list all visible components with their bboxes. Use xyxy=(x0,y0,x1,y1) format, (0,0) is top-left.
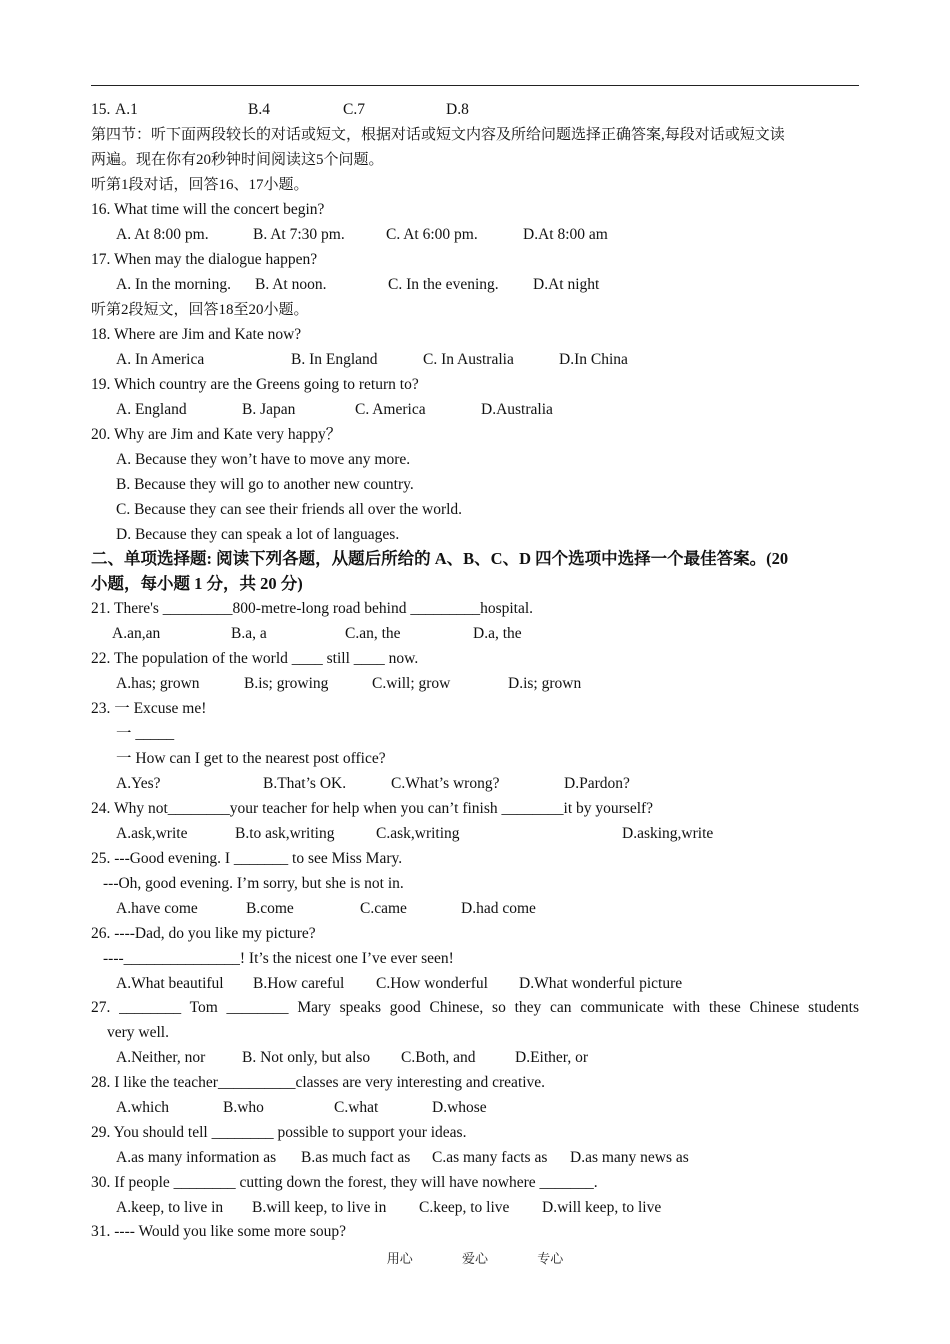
q23-option-c: C.What’s wrong? xyxy=(391,775,500,792)
q22-option-a: A.has; grown xyxy=(116,675,200,692)
q17-option-d: D.At night xyxy=(533,276,600,293)
q22-option-c: C.will; grow xyxy=(372,675,451,692)
header-rule xyxy=(91,85,859,86)
q17-option-c: C. In the evening. xyxy=(388,276,499,293)
q24-option-c: C.ask,writing xyxy=(376,825,460,842)
footer-text-1: 用心 xyxy=(386,1251,413,1266)
q30-option-c: C.keep, to live xyxy=(419,1199,510,1216)
q21-option-d: D.a, the xyxy=(473,625,522,642)
q25-line2: ---Oh, good evening. I’m sorry, but she is not in. xyxy=(103,875,404,892)
q29-option-b: B.as much fact as xyxy=(301,1149,411,1166)
q19-option-b: B. Japan xyxy=(242,401,296,418)
q25-option-d: D.had come xyxy=(461,900,536,917)
q17-stem: 17. When may the dialogue happen? xyxy=(91,251,318,268)
section4-instructions-line2: 两遍。现在你有20秒钟时间阅读这5个问题。 xyxy=(91,152,384,168)
q30-stem: 30. If people ________ cutting down the forest, they will have nowhere _______. xyxy=(91,1174,598,1191)
q28-option-d: D.whose xyxy=(432,1099,487,1116)
q16-options xyxy=(116,225,816,245)
q23-stem: 23. 一 Excuse me! xyxy=(91,700,207,717)
q15-option-b: B.4 xyxy=(248,101,270,118)
q27-options xyxy=(116,1048,816,1068)
q17-option-a: A. In the morning. xyxy=(116,276,231,293)
footer-text-2: 爱心 xyxy=(461,1251,488,1266)
q25-stem: 25. ---Good evening. I _______ to see Miss Mary. xyxy=(91,850,403,867)
q18-option-b: B. In England xyxy=(291,351,378,368)
q22-stem: 22. The population of the world ____ still ____ now. xyxy=(91,650,419,667)
q27-option-c: C.Both, and xyxy=(401,1049,476,1066)
q27-option-d: D.Either, or xyxy=(515,1049,588,1066)
q16-option-d: D.At 8:00 am xyxy=(523,226,608,243)
q23-line3: 一 How can I get to the nearest post office? xyxy=(116,750,386,767)
part1-intro: 听第1段对话，回答16、17小题。 xyxy=(91,177,309,193)
q28-option-c: C.what xyxy=(334,1099,379,1116)
page-footer xyxy=(0,1248,950,1267)
q15-option-c: C.7 xyxy=(343,101,365,118)
q18-stem: 18. Where are Jim and Kate now? xyxy=(91,326,302,343)
part2-intro: 听第2段短文，回答18至20小题。 xyxy=(91,302,309,318)
q24-option-d: D.asking,write xyxy=(622,825,714,842)
q30-options xyxy=(116,1198,816,1218)
q25-options xyxy=(116,899,816,919)
q20-option-c: C. Because they can see their friends all over the world. xyxy=(116,501,463,518)
q16-stem: 16. What time will the concert begin? xyxy=(91,201,325,218)
q30-option-d: D.will keep, to live xyxy=(542,1199,662,1216)
q22-option-b: B.is; growing xyxy=(244,675,329,692)
q21-options xyxy=(112,624,812,644)
q15-number: 15. xyxy=(91,101,111,118)
q27-option-b: B. Not only, but also xyxy=(242,1049,371,1066)
q26-options xyxy=(116,974,816,994)
q19-stem: 19. Which country are the Greens going to return to? xyxy=(91,376,419,393)
q27-option-a: A.Neither, nor xyxy=(116,1049,206,1066)
q20-stem: 20. Why are Jim and Kate very happy？ xyxy=(91,426,342,443)
section2-heading-line1: 二、单项选择题: 阅读下列各题，从题后所给的 A、B、C、D 四个选项中选择一个最佳答案。(20 xyxy=(91,549,789,568)
q24-option-a: A.ask,write xyxy=(116,825,188,842)
q16-option-b: B. At 7:30 pm. xyxy=(253,226,345,243)
q29-stem: 29. You should tell ________ possible to support your ideas. xyxy=(91,1124,467,1141)
q23-option-b: B.That’s OK. xyxy=(263,775,347,792)
q18-option-c: C. In Australia xyxy=(423,351,514,368)
q25-option-a: A.have come xyxy=(116,900,198,917)
q22-options xyxy=(116,674,816,694)
q26-stem: 26. ----Dad, do you like my picture? xyxy=(91,925,316,942)
q26-option-c: C.How wonderful xyxy=(376,975,488,992)
q28-option-a: A.which xyxy=(116,1099,169,1116)
q15-option-a: A.1 xyxy=(115,101,138,118)
q30-option-a: A.keep, to live in xyxy=(116,1199,224,1216)
q21-option-b: B.a, a xyxy=(231,625,267,642)
q21-stem: 21. There's _________800-metre-long road behind _________hospital. xyxy=(91,600,534,617)
q26-line2: ----_______________! It’s the nicest one I’ve ever seen! xyxy=(103,950,454,967)
q28-option-b: B.who xyxy=(223,1099,264,1116)
q29-option-d: D.as many news as xyxy=(570,1149,689,1166)
q29-option-c: C.as many facts as xyxy=(432,1149,548,1166)
q18-options xyxy=(116,350,816,370)
q26-option-d: D.What wonderful picture xyxy=(519,975,683,992)
q28-options xyxy=(116,1098,816,1118)
q20-option-b: B. Because they will go to another new country. xyxy=(116,476,414,493)
q23-option-a: A.Yes? xyxy=(116,775,161,792)
q19-option-d: D.Australia xyxy=(481,401,553,418)
q18-option-d: D.In China xyxy=(559,351,628,368)
q27-line2: very well. xyxy=(107,1024,169,1041)
q24-option-b: B.to ask,writing xyxy=(235,825,335,842)
q24-options xyxy=(116,824,816,844)
section2-heading-line2: 小题，每小题 1 分，共 20 分) xyxy=(91,574,303,593)
q19-option-c: C. America xyxy=(355,401,426,418)
q16-option-a: A. At 8:00 pm. xyxy=(116,226,209,243)
q23-line2: 一 _____ xyxy=(116,725,175,742)
q21-option-c: C.an, the xyxy=(345,625,401,642)
q17-option-b: B. At noon. xyxy=(255,276,327,293)
q26-option-b: B.How careful xyxy=(253,975,345,992)
q31-stem: 31. ---- Would you like some more soup? xyxy=(91,1223,347,1240)
q17-options xyxy=(116,275,816,295)
q23-option-d: D.Pardon? xyxy=(564,775,630,792)
q25-option-c: C.came xyxy=(360,900,407,917)
q24-stem: 24. Why not________your teacher for help when you can’t finish ________it by yourself? xyxy=(91,800,654,817)
q19-options xyxy=(116,400,816,420)
section4-instructions-line1: 第四节：听下面两段较长的对话或短文，根据对话或短文内容及所给问题选择正确答案,每段对话或短文读 xyxy=(91,127,785,143)
q22-option-d: D.is; grown xyxy=(508,675,582,692)
q15-option-d: D.8 xyxy=(446,101,469,118)
q21-option-a: A.an,an xyxy=(112,625,161,642)
q19-option-a: A. England xyxy=(116,401,187,418)
q20-option-a: A. Because they won’t have to move any more. xyxy=(116,451,411,468)
q23-options xyxy=(116,774,816,794)
q25-option-b: B.come xyxy=(246,900,294,917)
q16-option-c: C. At 6:00 pm. xyxy=(386,226,478,243)
q30-option-b: B.will keep, to live in xyxy=(252,1199,387,1216)
question-15 xyxy=(91,100,871,120)
q20-option-d: D. Because they can speak a lot of languages. xyxy=(116,526,400,543)
q18-option-a: A. In America xyxy=(116,351,205,368)
q29-option-a: A.as many information as xyxy=(116,1149,277,1166)
q26-option-a: A.What beautiful xyxy=(116,975,224,992)
q28-stem: 28. I like the teacher__________classes are very interesting and creative. xyxy=(91,1074,546,1091)
footer-text-3: 专心 xyxy=(537,1251,564,1266)
q27-stem: 27. ________ Tom ________ Mary speaks good Chinese, so they can communicate with these Chinese students xyxy=(91,999,859,1016)
q29-options xyxy=(116,1148,816,1168)
